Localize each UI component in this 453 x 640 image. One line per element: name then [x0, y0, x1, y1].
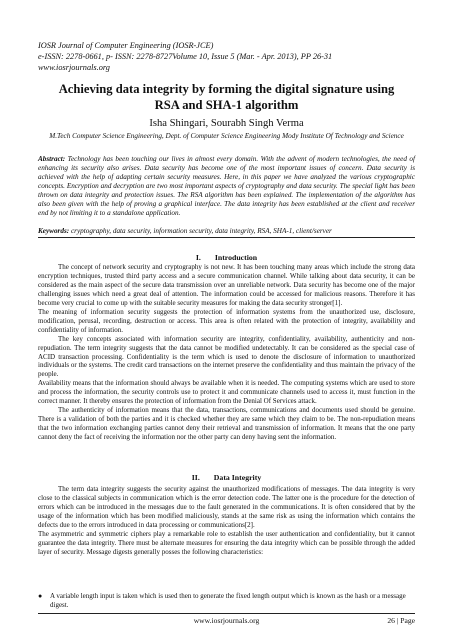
abstract: [38, 155, 415, 218]
page-footer: [38, 615, 415, 626]
footer-url: www.iosrjournals.org: [193, 616, 260, 625]
paragraph: The concept of network security and cryptography is not new. It has been touching many areas which include the strong data encryption techniques, trusted third party access and a secure communication channel. While talking about data security, it can be considered as the main aspect of the secure data transmission over an unreliable network. Data security has become one of the major challenging issues which need a great deal of attention. The information could be accessed for malicious reasons. Therefore it has become very crucial to come up with the suitable security measures for making the data security stronger[1].: [38, 263, 415, 307]
paper-affiliation: M.Tech Computer Science Engineering, Dept. of Computer Science Engineering Mody Institute Of Technology and Science: [49, 132, 404, 140]
abstract-divider: [38, 237, 415, 238]
page-number: 26 | Page: [387, 616, 415, 625]
paragraph: The key concepts associated with information security are integrity, confidentiality, availability, authenticity and non-repudiation. The term integrity suggests that the data cannot be modified undetectably. It can be considered as the special case of ACID transaction processing. Confidentiality is the term which is used to denote the disclosure of information to unauthorized individuals or the systems. The credit card transactions on the internet preserve the confidentiality and thus maintain the privacy of the people.: [38, 334, 415, 379]
paragraph: The term data integrity suggests the security against the unauthorized modifications of messages. The data integrity is very close to the classical subjects in communication which is the error detection code. The latter one is the procedure for the detection of errors which can be introduced in the messages due to the fault generated in the communications. It is often considered that by the usage of the information which has been modified maliciously, stands at the same risk as using the information which contains the defects due to the errors introduced in data processing or communications[2].: [38, 485, 415, 529]
abstract-label: Abstract:: [38, 155, 66, 163]
list-item: [38, 592, 415, 610]
section-heading-introduction: [38, 253, 415, 262]
section-body-data-integrity: [38, 485, 415, 557]
keywords-label: Keywords:: [38, 227, 70, 235]
section-body-introduction: [38, 263, 415, 442]
journal-url: www.iosrjournals.org: [38, 63, 110, 72]
section-number: II.: [191, 473, 200, 482]
paper-authors: Isha Shingari, Sourabh Singh Verma: [149, 118, 304, 129]
abstract-text: Technology has been touching our lives in almost every domain. With the advent of modern technologies, the need of enhancing its security also arises. Data security has become one of the most important issues of concern. Data security is achieved with the help of adapting certain security measures. Here, in this paper we have analyzed the various cryptographic concepts. Encryption and decryption are two most important aspects of cryptography and data security. The special light has been thrown on data integrity and protection issues. The RSA algorithm has been explained. The implementation of the algorithm has also been given with the help of proving a graphical interface. The data integrity has been established at the client and receiver end by not limiting it to a standalone application.: [38, 155, 416, 217]
keywords: [38, 227, 415, 236]
section-heading-data-integrity: [38, 473, 415, 482]
paragraph: The meaning of information security suggests the protection of information systems from the unauthorized use, disclosure, modification, perusal, recording, destruction or access. This area is often related with the protection of integrity, availability and confidentiality of information.: [38, 307, 415, 334]
journal-name: IOSR Journal of Computer Engineering (IOSR-JCE): [38, 41, 214, 50]
section-number: I.: [195, 253, 201, 262]
footer-divider: [38, 613, 415, 614]
list-item-text: A variable length input is taken which is used then to generate the fixed length output which is known as the hash or a message digest.: [50, 592, 406, 609]
paragraph: The asymmetric and symmetric ciphers play a remarkable role to establish the user authentication and confidentiality, but it cannot guarantee the data integrity. There must be alternate measures for ensuring the data integrity which can be possible through the added layer of security. Message digests generally posses the following characteristics:: [38, 529, 415, 556]
paper-title-line-1: Achieving data integrity by forming the digital signature using: [58, 82, 395, 96]
paragraph: Availability means that the information should always be available when it is needed. The computing systems which are used to store and process the information, the security controls use to protect it and communicate channels used to access it, must function in the correct manner. It thereby ensures the protection of information from the Denial Of Services attack.: [38, 379, 415, 406]
journal-header: [38, 40, 418, 73]
journal-issn: e-ISSN: 2278-0661, p- ISSN: 2278-8727Volume 10, Issue 5 (Mar. - Apr. 2013), PP 26-31: [38, 52, 333, 61]
section-title: Introduction: [214, 253, 258, 262]
section-title: Data Integrity: [213, 473, 262, 482]
paper-title-line-2: RSA and SHA-1 algorithm: [154, 98, 299, 112]
keywords-text: cryptography, data security, information security, data integrity, RSA, SHA-1, client/server: [70, 227, 332, 235]
paragraph: The authenticity of information means that the data, transactions, communications and documents used should be genuine. There is a validation of both the parties and it is checked whether they are same which they claim to be. The non-repudiation means that the two information exchanging parties cannot deny their retrieval and transmission of information. It means that the one party cannot deny the fact of receiving the information nor the other party can deny having sent the information.: [38, 406, 415, 442]
bullet-icon: ●: [38, 592, 43, 600]
paper-title: [40, 81, 413, 113]
